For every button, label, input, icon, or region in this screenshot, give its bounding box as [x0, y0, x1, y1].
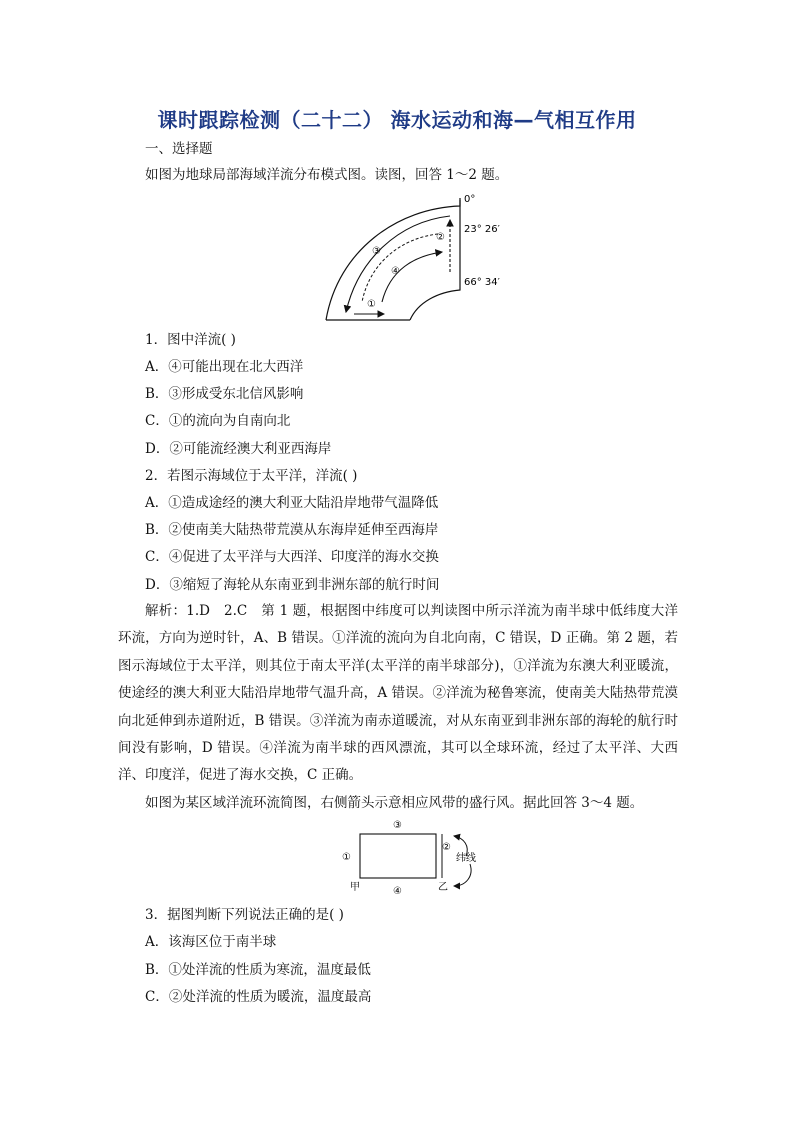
intro-text-2: 如图为某区域洋流环流简图，右侧箭头示意相应风带的盛行风。据此回答 3～4 题。 [145, 795, 644, 811]
dashed-arc [362, 234, 438, 302]
page-title: 课时跟踪检测（二十二） 海水运动和海—气相互作用 [157, 108, 637, 132]
current-label-2: ② [436, 232, 445, 243]
q2-option-d: D．③缩短了海轮从东南亚到非洲东部的航行时间 [145, 577, 440, 593]
circulation-diagram [338, 816, 498, 896]
current-label-3: ③ [372, 246, 381, 257]
current-label-1: ① [367, 299, 376, 310]
q1-option-d: D．②可能流经澳大利亚西海岸 [145, 441, 332, 457]
q1-option-b: B．③形成受东北信风影响 [145, 386, 304, 402]
q1-option-a: A．④可能出现在北大西洋 [145, 359, 304, 375]
lat-label-0: 0° [464, 194, 476, 205]
latitude-label: 纬线 [456, 853, 476, 864]
lat-label-23: 23° 26′ [464, 224, 500, 235]
current-3-arrow [346, 216, 450, 312]
current-label-4: ④ [391, 266, 400, 277]
q3-option-b: B．①处洋流的性质为寒流，温度最低 [145, 962, 371, 978]
q3-stem: 3．据图判断下列说法正确的是( ) [145, 907, 344, 923]
lat-label-66: 66° 34′ [464, 277, 500, 288]
q2-option-c: C．④促进了太平洋与大西洋、印度洋的海水交换 [145, 549, 439, 565]
point-jia: 甲 [350, 882, 360, 893]
wind-arrow-bottom [454, 864, 471, 886]
current-label-4b: ④ [393, 886, 402, 896]
ocean-current-diagram [318, 190, 508, 326]
current-label-2b: ② [442, 842, 451, 853]
current-label-1b: ① [342, 852, 351, 863]
intro-text-1: 如图为地球局部海域洋流分布模式图。读图，回答 1～2 题。 [145, 167, 509, 183]
current-4-arrow [382, 252, 442, 302]
circulation-rect [360, 834, 436, 878]
q3-option-a: A．该海区位于南半球 [145, 934, 277, 950]
q1-stem: 1．图中洋流( ) [145, 332, 236, 348]
q2-option-b: B．②使南美大陆热带荒漠从东海岸延伸至西海岸 [145, 522, 439, 538]
q2-stem: 2．若图示海域位于太平洋，洋流( ) [145, 468, 358, 484]
inner-coast-arc [410, 280, 460, 320]
current-label-3b: ③ [393, 820, 402, 831]
q2-option-a: A．①造成途经的澳大利亚大陆沿岸地带气温降低 [145, 495, 439, 511]
q3-option-c: C．②处洋流的性质为暖流，温度最高 [145, 989, 372, 1005]
point-yi: 乙 [438, 882, 448, 893]
analysis-paragraph: 解析：1.D 2.C 第 1 题，根据图中纬度可以判读图中所示洋流为南半球中低纬度大洋环流，方向为逆时针，A、B 错误。①洋流的流向为自北向南，C 错误，D 正确。第 2 题，若图示海域位于太平洋，则其位于南太平洋(太平洋的南半球部分)，①洋流为东澳大利亚暖流，使途经的澳大利亚大陆沿岸地带气温升高，A 错误。②洋流为秘鲁寒流，使南美大陆热带荒漠向北延伸到赤道附近，B 错误。③洋流为南赤道暖流，对从东南亚到非洲东部的海轮的航行时间没有影响，D 错误。④洋流为南半球的西风漂流，其可以全球环流，经过了太平洋、大西洋、印度洋，促进了海水交换，C 正确。 [118, 603, 678, 784]
q1-option-c: C．①的流向为自南向北 [145, 413, 291, 429]
section-heading: 一、选择题 [145, 141, 213, 157]
